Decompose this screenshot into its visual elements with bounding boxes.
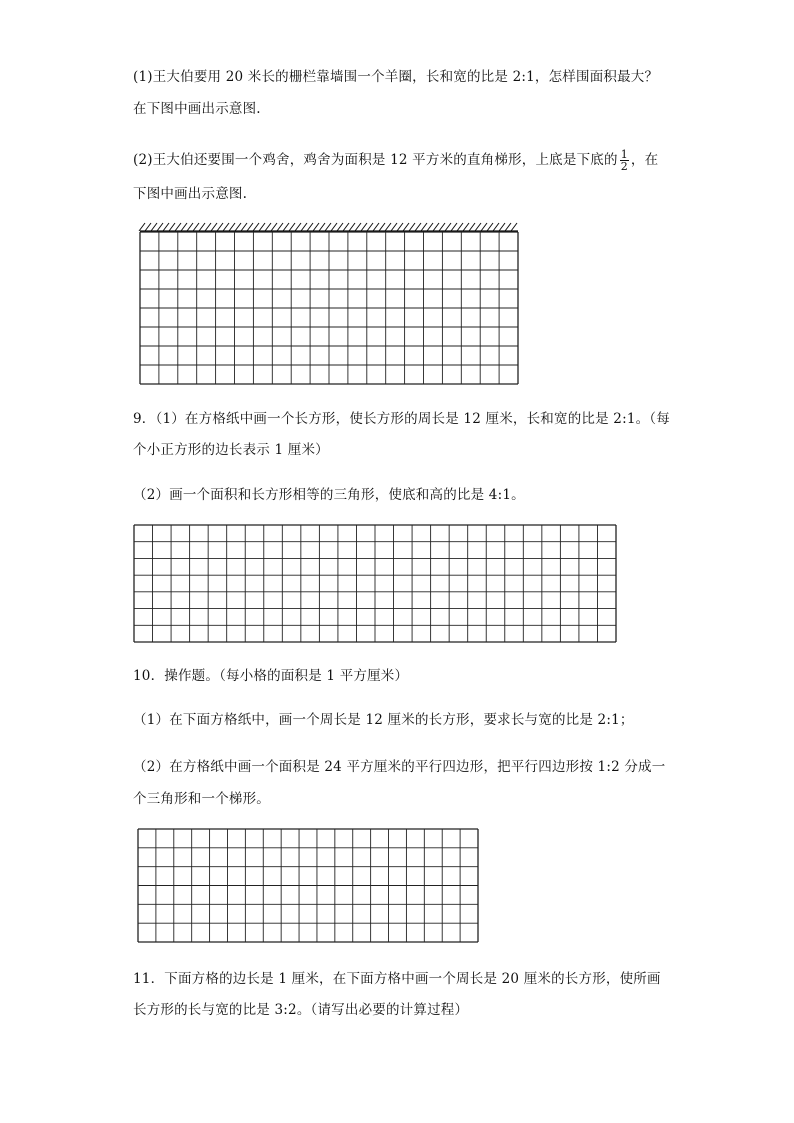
- wall-hatch-mark: [247, 223, 253, 231]
- wall-hatch-mark: [139, 223, 145, 231]
- wall-hatch-mark: [331, 223, 337, 231]
- wall-hatch-mark: [403, 223, 409, 231]
- wall-hatch-mark: [397, 223, 403, 231]
- p9-line3: （2）画一个面积和长方形相等的三角形，使底和高的比是 4:1。: [133, 487, 525, 503]
- wall-hatch-mark: [505, 223, 511, 231]
- wall-hatch-mark: [301, 223, 307, 231]
- wall-hatch-mark: [307, 223, 313, 231]
- wall-hatch-mark: [469, 223, 475, 231]
- wall-hatch-mark: [289, 223, 295, 231]
- wall-hatch-mark: [181, 223, 187, 231]
- wall-hatch-mark: [439, 223, 445, 231]
- wall-hatch-mark: [487, 223, 493, 231]
- wall-hatch-mark: [451, 223, 457, 231]
- wall-hatch-mark: [421, 223, 427, 231]
- wall-hatch-mark: [325, 223, 331, 231]
- wall-hatch-mark: [283, 223, 289, 231]
- square-grid-problem-10: [137, 828, 480, 944]
- p8-part2-text-after: ，在: [630, 152, 659, 168]
- wall-hatch-mark: [463, 223, 469, 231]
- wall-hatch-mark: [163, 223, 169, 231]
- p8-part1-line2: 在下图中画出示意图.: [133, 101, 261, 117]
- wall-hatch-mark: [373, 223, 379, 231]
- fraction-denominator: 2: [620, 160, 628, 173]
- wall-hatch-mark: [343, 223, 349, 231]
- wall-hatch-mark: [145, 223, 151, 231]
- wall-hatch-mark: [277, 223, 283, 231]
- wall-hatch-mark: [457, 223, 463, 231]
- wall-hatch-mark: [151, 223, 157, 231]
- wall-hatch-mark: [241, 223, 247, 231]
- wall-hatch-mark: [385, 223, 391, 231]
- fraction-one-half: [620, 149, 629, 172]
- wall-hatch-mark: [475, 223, 481, 231]
- p8-part2-text-before: (2)王大伯还要围一个鸡舍，鸡舍为面积是 12 平方米的直角梯形，上底是下底的: [133, 152, 618, 168]
- wall-hatch-mark: [295, 223, 301, 231]
- wall-grid-problem-8: [136, 222, 522, 388]
- wall-hatch-mark: [193, 223, 199, 231]
- wall-hatch-mark: [157, 223, 163, 231]
- wall-hatch-mark: [205, 223, 211, 231]
- wall-hatch-mark: [493, 223, 499, 231]
- p11-line1: 11．下面方格的边长是 1 厘米，在下面方格中画一个周长是 20 厘米的长方形，使所画: [133, 971, 661, 987]
- wall-hatch-mark: [217, 223, 223, 231]
- wall-hatch-mark: [271, 223, 277, 231]
- p10-line4: 个三角形和一个梯形。: [133, 791, 270, 807]
- wall-hatch-mark: [379, 223, 385, 231]
- wall-hatch-mark: [313, 223, 319, 231]
- wall-hatch-mark: [481, 223, 487, 231]
- wall-hatch-mark: [427, 223, 433, 231]
- wall-hatch-mark: [349, 223, 355, 231]
- fraction-numerator: 1: [620, 148, 628, 161]
- wall-hatch-mark: [337, 223, 343, 231]
- wall-hatch-mark: [415, 223, 421, 231]
- p9-line1: 9．（1）在方格纸中画一个长方形，使长方形的周长是 12 厘米，长和宽的比是 2:1。（每: [133, 411, 670, 427]
- wall-hatch-mark: [367, 223, 373, 231]
- p8-part2-line1: [133, 149, 658, 172]
- wall-hatch-mark: [253, 223, 259, 231]
- wall-hatch-mark: [175, 223, 181, 231]
- square-grid-problem-9: [133, 524, 617, 644]
- p8-part1-line1: (1)王大伯要用 20 米长的栅栏靠墙围一个羊圈，长和宽的比是 2:1，怎样围面积最大？: [133, 69, 659, 85]
- wall-hatch-mark: [199, 223, 205, 231]
- p8-part2-line2: 下图中画出示意图.: [133, 186, 248, 202]
- p9-line2: 个小正方形的边长表示 1 厘米）: [133, 442, 329, 458]
- p10-line3: （2）在方格纸中画一个面积是 24 平方厘米的平行四边形，把平行四边形按 1:2 分成一: [133, 759, 666, 775]
- wall-hatch-mark: [361, 223, 367, 231]
- wall-hatch-mark: [355, 223, 361, 231]
- wall-hatch-mark: [211, 223, 217, 231]
- wall-hatch-mark: [187, 223, 193, 231]
- wall-hatch-mark: [391, 223, 397, 231]
- wall-hatch-mark: [229, 223, 235, 231]
- p10-line1: 10．操作题。（每小格的面积是 1 平方厘米）: [133, 668, 409, 684]
- wall-hatch-mark: [223, 223, 229, 231]
- wall-hatch-mark: [265, 223, 271, 231]
- wall-hatch-mark: [433, 223, 439, 231]
- p11-line2: 长方形的长与宽的比是 3:2。（请写出必要的计算过程）: [133, 1002, 469, 1018]
- wall-hatch-mark: [445, 223, 451, 231]
- wall-hatch-mark: [259, 223, 265, 231]
- wall-hatch-mark: [235, 223, 241, 231]
- p10-line2: （1）在下面方格纸中，画一个周长是 12 厘米的长方形，要求长与宽的比是 2:1；: [133, 712, 634, 728]
- wall-hatch-mark: [319, 223, 325, 231]
- wall-hatch-mark: [409, 223, 415, 231]
- wall-hatch-mark: [169, 223, 175, 231]
- wall-hatch-mark: [511, 223, 517, 231]
- wall-hatch-mark: [499, 223, 505, 231]
